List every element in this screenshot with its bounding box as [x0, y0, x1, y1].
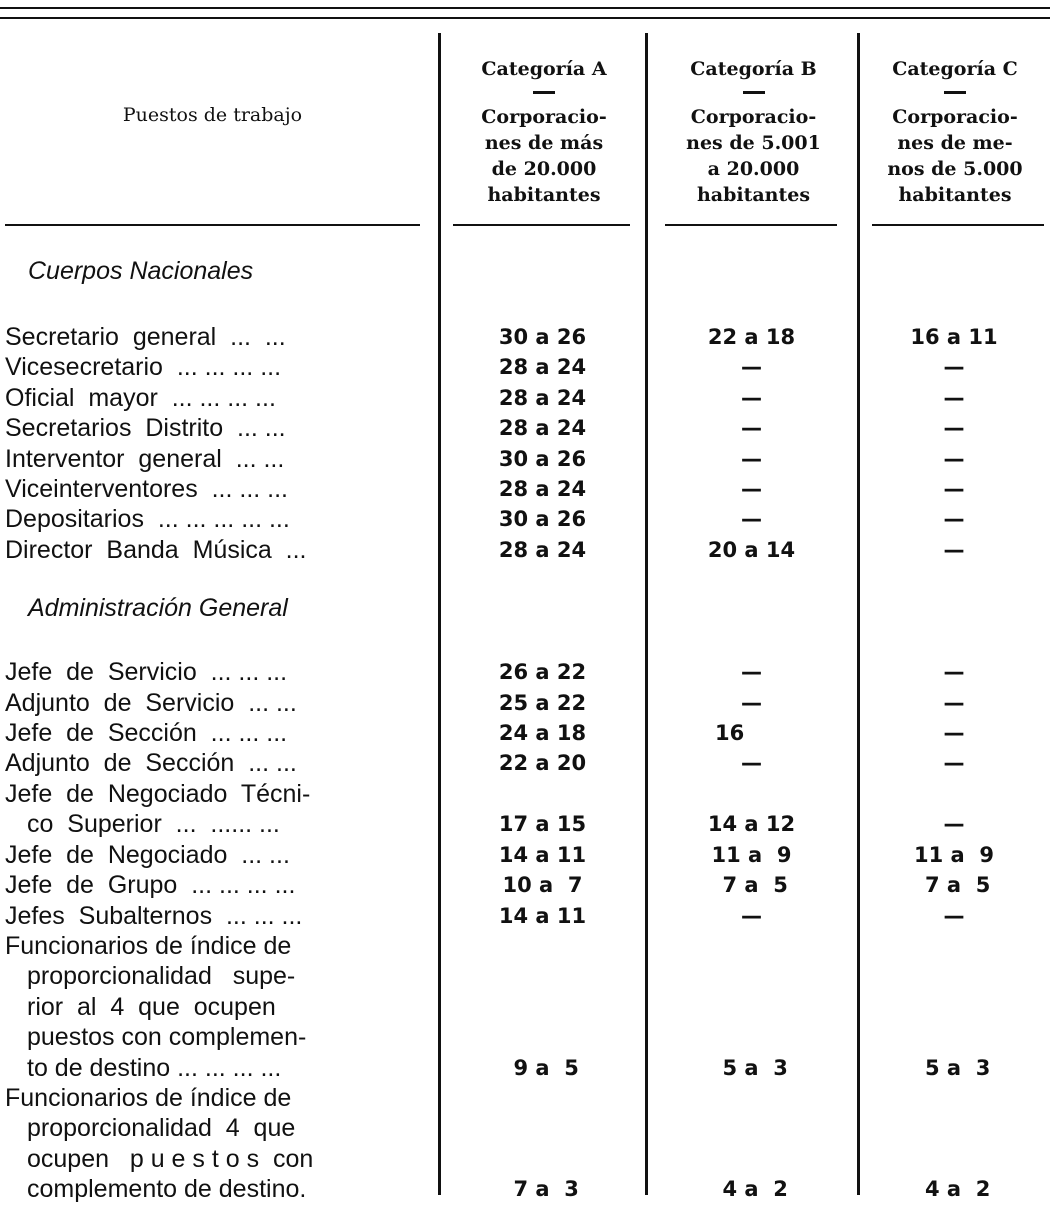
value-category-b: 11 a 9 — [711, 842, 792, 867]
value-category-a: 26 a 22 — [498, 660, 587, 685]
value-category-b: — — [741, 507, 762, 532]
value-category-c: — — [943, 660, 965, 685]
category-title: Categoría B — [690, 58, 817, 80]
header-underline — [872, 224, 1044, 226]
value-category-a: 7 a 3 — [506, 1177, 579, 1202]
value-category-c: 11 a 9 — [914, 842, 994, 867]
row-label — [0, 352, 440, 382]
table-row — [0, 840, 1050, 870]
value-category-a: 14 a 11 — [498, 903, 587, 928]
label-line: Oficial mayor ... ... ... ... — [5, 383, 276, 412]
table-row — [0, 718, 1050, 748]
row-label — [0, 718, 440, 748]
value-category-a: 28 a 24 — [498, 537, 587, 562]
table-row — [0, 657, 1050, 687]
category-desc: habitantes — [898, 184, 1012, 206]
value-category-a: 30 a 26 — [498, 507, 587, 532]
row-label — [0, 840, 440, 870]
section-heading: Administración General — [28, 594, 288, 623]
category-title: Categoría C — [892, 58, 1018, 80]
value-category-c: — — [943, 355, 965, 380]
row-label — [0, 931, 440, 1083]
value-category-a: 28 a 24 — [498, 416, 587, 441]
top-rule — [0, 7, 1050, 9]
header-underline — [665, 224, 837, 226]
table-row — [0, 322, 1050, 352]
category-desc: Corporacio- — [892, 106, 1018, 128]
value-category-c: 16 a 11 — [910, 325, 998, 349]
label-line: Funcionarios de índice de — [5, 1083, 292, 1112]
value-category-b: — — [741, 385, 762, 410]
value-category-c: — — [943, 507, 965, 532]
value-category-c: — — [943, 751, 965, 776]
header-puestos: Puestos de trabajo — [122, 104, 303, 126]
value-category-b: 16 — [714, 721, 789, 746]
value-category-b: — — [741, 690, 762, 715]
value-category-b: — — [741, 751, 762, 776]
table-row — [0, 1083, 1050, 1205]
value-category-b: — — [741, 660, 762, 685]
table-row — [0, 383, 1050, 413]
value-category-b: — — [741, 355, 762, 380]
value-category-c: — — [943, 690, 965, 715]
table-row — [0, 413, 1050, 443]
value-category-c: — — [943, 477, 965, 502]
label-line: Vicesecretario ... ... ... ... — [5, 353, 282, 382]
label-line: proporcionalidad 4 que — [27, 1114, 296, 1143]
dash — [743, 91, 765, 94]
label-line: rior al 4 que ocupen — [27, 992, 276, 1021]
value-category-a: 28 a 24 — [498, 385, 587, 410]
row-label — [0, 748, 440, 778]
value-category-c: — — [943, 903, 965, 928]
category-desc: Corporacio- — [690, 106, 817, 128]
table-row — [0, 688, 1050, 718]
dash — [944, 91, 966, 94]
value-category-a: 10 a 7 — [502, 873, 583, 898]
section-heading: Cuerpos Nacionales — [28, 257, 254, 285]
label-line: Viceinterventores ... ... ... — [5, 475, 288, 504]
table-row — [0, 870, 1050, 900]
label-line: Jefe de Servicio ... ... ... — [5, 658, 288, 687]
table-row — [0, 748, 1050, 778]
label-line: Jefe de Sección ... ... ... — [5, 719, 288, 748]
value-category-c: 4 a 2 — [917, 1177, 991, 1202]
label-line: co Superior ... ...... ... — [27, 810, 280, 839]
value-category-b: 4 a 2 — [715, 1177, 788, 1202]
value-category-a: 30 a 26 — [498, 446, 587, 471]
label-line: Depositarios ... ... ... ... ... — [5, 505, 290, 534]
value-category-a: 17 a 15 — [498, 812, 587, 837]
value-category-b: — — [741, 416, 762, 441]
header-category-a — [443, 56, 645, 208]
category-desc: nes de más — [484, 132, 604, 154]
value-category-b: — — [741, 477, 762, 502]
category-desc: a 20.000 — [707, 158, 800, 180]
table-row — [0, 474, 1050, 504]
category-title: Categoría A — [481, 58, 607, 80]
value-category-c: 5 a 3 — [917, 1055, 991, 1080]
value-category-b: — — [741, 446, 762, 471]
category-desc: nos de 5.000 — [887, 158, 1023, 180]
row-label — [0, 444, 440, 474]
label-line: puestos con complemen- — [27, 1023, 307, 1052]
dash — [533, 91, 555, 94]
row-label — [0, 688, 440, 718]
label-line: Jefes Subalternos ... ... ... — [5, 901, 303, 930]
header-underline — [5, 224, 420, 226]
label-line: Secretarios Distrito ... ... — [5, 414, 286, 443]
label-line: to de destino ... ... ... ... — [27, 1053, 282, 1082]
value-category-a: 28 a 24 — [498, 477, 587, 502]
value-category-c: — — [943, 812, 965, 837]
row-label — [0, 535, 440, 565]
table-body — [0, 256, 1050, 1205]
value-category-b: 14 a 12 — [707, 812, 796, 837]
table-row — [0, 444, 1050, 474]
table-row — [0, 352, 1050, 382]
value-category-b: — — [741, 903, 762, 928]
value-category-b: 5 a 3 — [715, 1055, 788, 1080]
label-line: Jefe de Grupo ... ... ... ... — [5, 871, 296, 900]
value-category-c: — — [943, 416, 965, 441]
header-category-c — [862, 56, 1048, 208]
label-line: Secretario general ... ... — [5, 323, 286, 351]
value-category-c: 7 a 5 — [917, 873, 991, 898]
row-label — [0, 474, 440, 504]
value-category-c: — — [943, 537, 965, 562]
row-label — [0, 504, 440, 534]
row-label — [0, 413, 440, 443]
value-category-b: 20 a 14 — [707, 537, 796, 562]
label-line: proporcionalidad supe- — [27, 962, 296, 991]
label-line: Adjunto de Servicio ... ... — [5, 688, 297, 717]
category-desc: Corporacio- — [481, 106, 607, 128]
value-category-a: 22 a 20 — [498, 751, 587, 776]
row-label — [0, 1083, 440, 1205]
table-row — [0, 931, 1050, 1083]
value-category-b: 7 a 5 — [715, 873, 788, 898]
row-label — [0, 383, 440, 413]
row-label — [0, 657, 440, 687]
label-line: Jefe de Negociado Técni- — [5, 779, 311, 808]
top-rule-second — [0, 17, 1050, 19]
value-category-a: 25 a 22 — [498, 690, 587, 715]
value-category-c: — — [943, 385, 965, 410]
value-category-c: — — [943, 446, 965, 471]
category-desc: de 20.000 — [491, 158, 597, 180]
category-desc: habitantes — [487, 184, 601, 206]
value-category-c: — — [943, 721, 965, 746]
table-row — [0, 901, 1050, 931]
table-row — [0, 504, 1050, 534]
value-category-a: 9 a 5 — [506, 1055, 579, 1080]
value-category-b: 22 a 18 — [707, 325, 796, 349]
table-row — [0, 779, 1050, 840]
header-category-b — [650, 56, 857, 208]
value-category-a: 24 a 18 — [498, 721, 587, 746]
category-desc: nes de 5.001 — [686, 132, 821, 154]
row-label — [0, 870, 440, 900]
label-line: complemento de destino. — [27, 1175, 307, 1204]
label-line: Jefe de Negociado ... ... — [5, 840, 290, 869]
label-line: ocupen p u e s t o s con — [27, 1144, 314, 1173]
label-line: Funcionarios de índice de — [5, 931, 292, 960]
category-desc: habitantes — [696, 184, 811, 206]
label-line: Interventor general ... ... — [5, 444, 285, 473]
label-line: Adjunto de Sección ... ... — [5, 749, 297, 778]
row-label — [0, 322, 440, 352]
row-label — [0, 779, 440, 840]
table-row — [0, 535, 1050, 565]
header-underline — [453, 224, 630, 226]
label-line: Director Banda Música ... — [5, 535, 307, 564]
row-label — [0, 901, 440, 931]
value-category-a: 14 a 11 — [498, 842, 587, 867]
category-desc: nes de me- — [897, 132, 1013, 154]
value-category-a: 28 a 24 — [498, 355, 587, 380]
value-category-a: 30 a 26 — [498, 325, 587, 349]
